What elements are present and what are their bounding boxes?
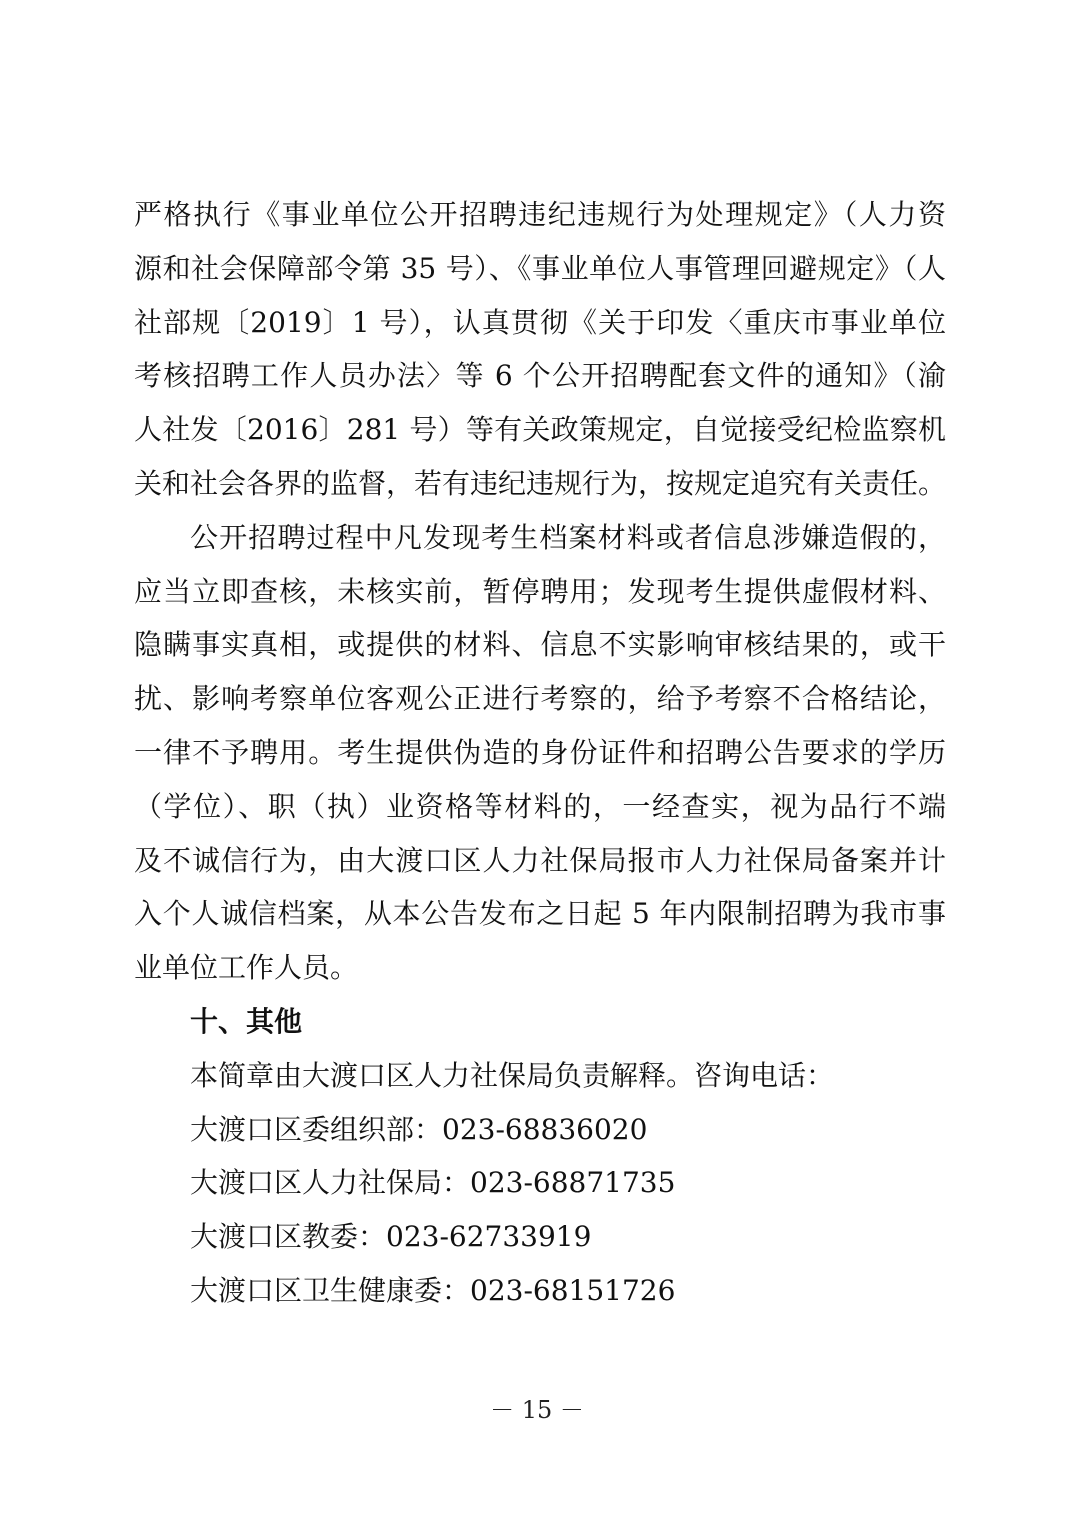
paragraph-line: 隐瞒事实真相，或提供的材料、信息不实影响审核结果的，或干	[134, 628, 946, 662]
paragraph-line: 应当立即查核，未核实前，暂停聘用；发现考生提供虚假材料、	[134, 574, 946, 608]
paragraph-line: 源和社会保障部令第 35 号）、《事业单位人事管理回避规定》（人	[134, 251, 946, 285]
paragraph-line: 关和社会各界的监督，若有违纪违规行为，按规定追究有关责任。	[134, 466, 946, 500]
paragraph-line: 业单位工作人员。	[134, 951, 359, 985]
paragraph-line: 公开招聘过程中凡发现考生档案材料或者信息涉嫌造假的，	[190, 520, 946, 554]
contact-line: 大渡口区人力社保局：023-68871735	[190, 1166, 676, 1200]
paragraph-line: 一律不予聘用。考生提供伪造的身份证件和招聘公告要求的学历	[134, 735, 946, 769]
page-number: － 15 －	[490, 1396, 584, 1424]
paragraph-line: 入个人诚信档案，从本公告发布之日起 5 年内限制招聘为我市事	[134, 897, 946, 931]
paragraph-line: 严格执行《事业单位公开招聘违纪违规行为处理规定》（人力资	[134, 198, 946, 231]
contact-line: 大渡口区卫生健康委：023-68151726	[190, 1273, 676, 1307]
paragraph-line: （学位）、职（执）业资格等材料的，一经查实，视为品行不端	[134, 789, 946, 823]
paragraph-line: 人社发〔2016〕281 号）等有关政策规定，自觉接受纪检监察机	[134, 413, 946, 447]
paragraph-line: 及不诚信行为，由大渡口区人力社保局报市人力社保局备案并计	[134, 843, 946, 877]
contact-intro: 本简章由大渡口区人力社保局负责解释。咨询电话：	[190, 1058, 835, 1092]
body-text	[134, 188, 946, 1318]
paragraph-line: 考核招聘工作人员办法〉等 6 个公开招聘配套文件的通知》（渝	[134, 359, 946, 393]
paragraph-line: 社部规〔2019〕1 号），认真贯彻《关于印发〈重庆市事业单位	[134, 305, 946, 339]
paragraph-line: 扰、影响考察单位客观公正进行考察的，给予考察不合格结论，	[134, 682, 946, 716]
section-heading: 十、其他	[190, 1004, 303, 1038]
contact-line: 大渡口区教委：023-62733919	[190, 1220, 592, 1254]
contact-line: 大渡口区委组织部：023-68836020	[190, 1112, 648, 1146]
